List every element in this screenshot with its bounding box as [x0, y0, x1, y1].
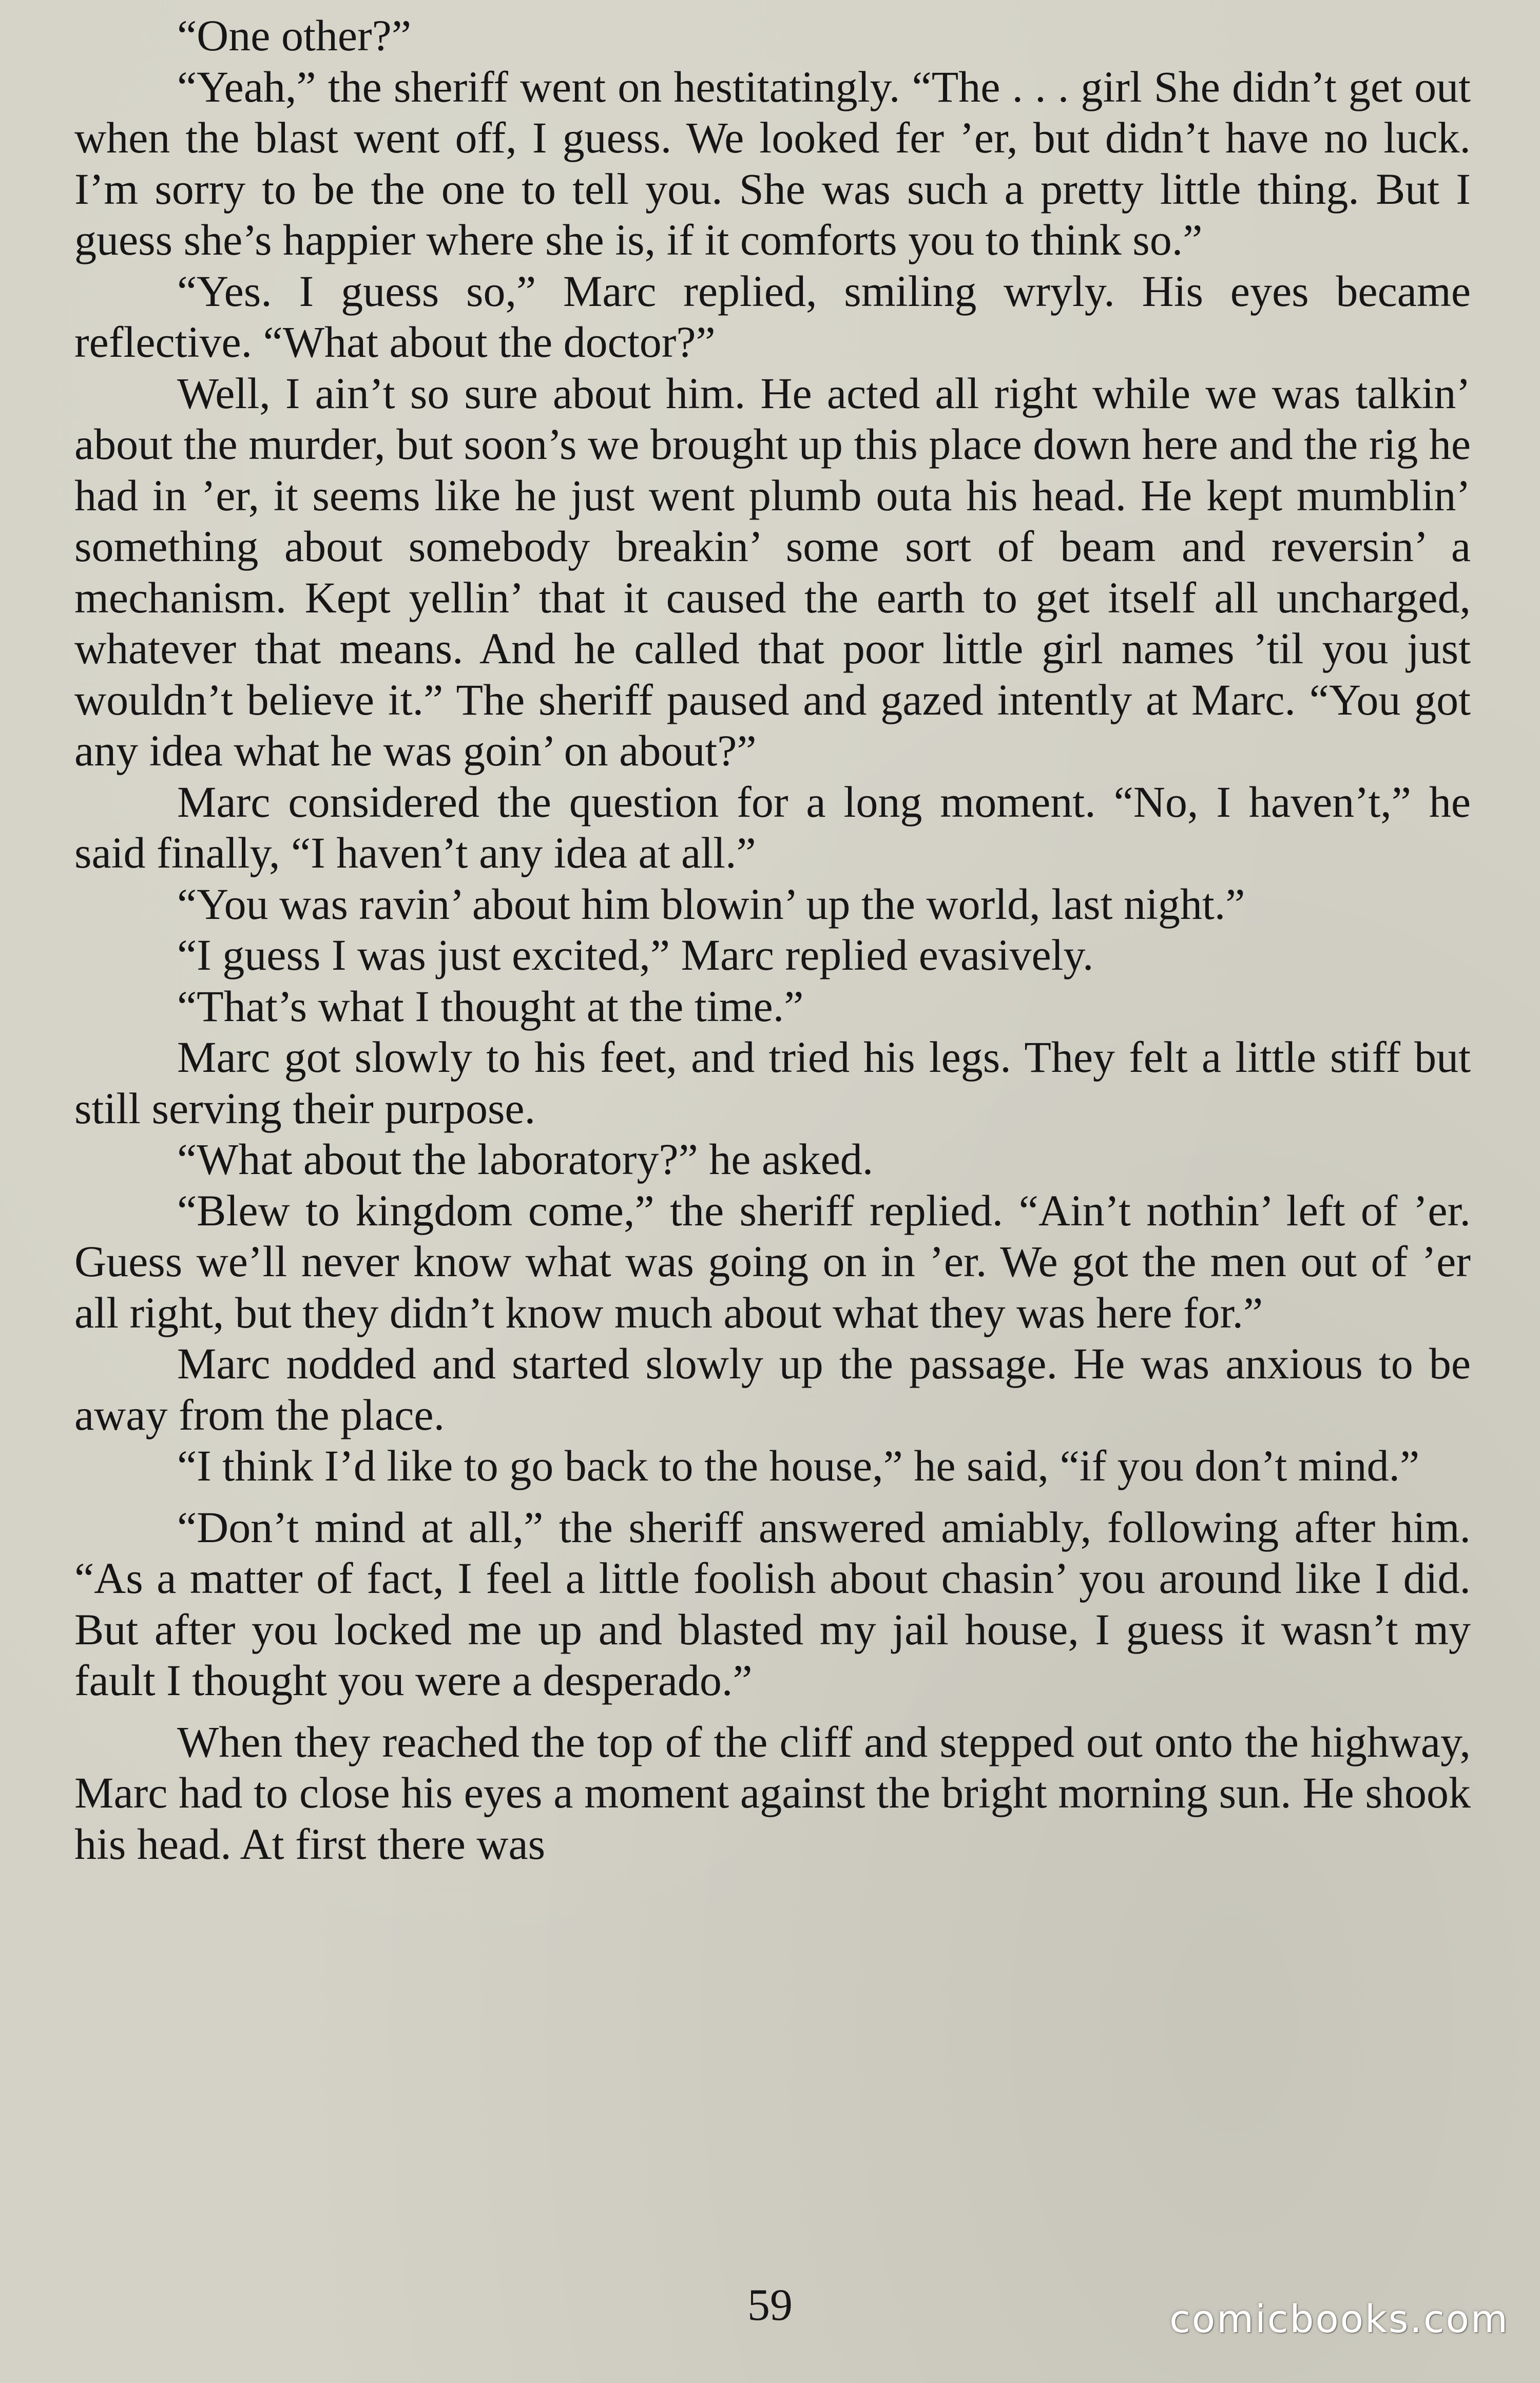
- paragraph: Marc considered the question for a long moment. “No, I haven’t,” he said finally, “I haven’t any idea at all.”: [74, 777, 1471, 877]
- paragraph: “I think I’d like to go back to the house,” he said, “if you don’t mind.”: [177, 1441, 1420, 1490]
- paragraph: “I guess I was just excited,” Marc replied evasively.: [177, 930, 1094, 979]
- paragraph: Marc nodded and started slowly up the passage. He was anxious to be away from the place.: [74, 1339, 1471, 1439]
- watermark: comicbooks.com: [1169, 2297, 1509, 2341]
- paragraph: Marc got slowly to his feet, and tried his legs. They felt a little stiff but still serving their purpose.: [74, 1032, 1471, 1133]
- paragraph: “You was ravin’ about him blowin’ up the world, last night.”: [177, 879, 1245, 929]
- paragraph: “One other?”: [177, 11, 411, 60]
- paragraph: “Yeah,” the sheriff went on hestitatingly. “The . . . girl She didn’t get out when the blast went off, I guess. We looked fer ’er, but didn’t have no luck. I’m sorry to be the one to tell you. She was such a pretty little thing. But I guess she’s happier where she is, if it comforts you to think so.”: [74, 62, 1471, 264]
- paragraph: “Don’t mind at all,” the sheriff answered amiably, following after him. “As a matter of fact, I feel a little foolish about chasin’ you around like I did. But after you locked me up and blasted my jail house, I guess it wasn’t my fault I thought you were a desperado.”: [74, 1502, 1471, 1705]
- paragraph: “What about the laboratory?” he asked.: [177, 1135, 874, 1184]
- page-number: 59: [747, 2280, 793, 2330]
- body-text: [74, 10, 1471, 1870]
- paragraph: “That’s what I thought at the time.”: [177, 981, 804, 1031]
- paragraph: “Blew to kingdom come,” the sheriff replied. “Ain’t nothin’ left of ’er. Guess we’ll never know what was going on in ’er. We got the men out of ’er all right, but they didn’t know much about what they was here for.”: [74, 1185, 1471, 1337]
- paragraph: “Yes. I guess so,” Marc replied, smiling wryly. His eyes became reflective. “What about the doctor?”: [74, 266, 1471, 367]
- paragraph: When they reached the top of the cliff and stepped out onto the highway, Marc had to close his eyes a moment against the bright morning sun. He shook his head. At first there was: [74, 1717, 1471, 1869]
- paragraph: Well, I ain’t so sure about him. He acted all right while we was talkin’ about the murder, but soon’s we brought up this place down here and the rig he had in ’er, it seems like he just went plumb outa his head. He kept mumblin’ something about somebody breakin’ some sort of beam and reversin’ a mechanism. Kept yellin’ that it caused the earth to get itself all uncharged, whatever that means. And he called that poor little girl names ’til you just wouldn’t believe it.” The sheriff paused and gazed intently at Marc. “You got any idea what he was goin’ on about?”: [74, 368, 1471, 775]
